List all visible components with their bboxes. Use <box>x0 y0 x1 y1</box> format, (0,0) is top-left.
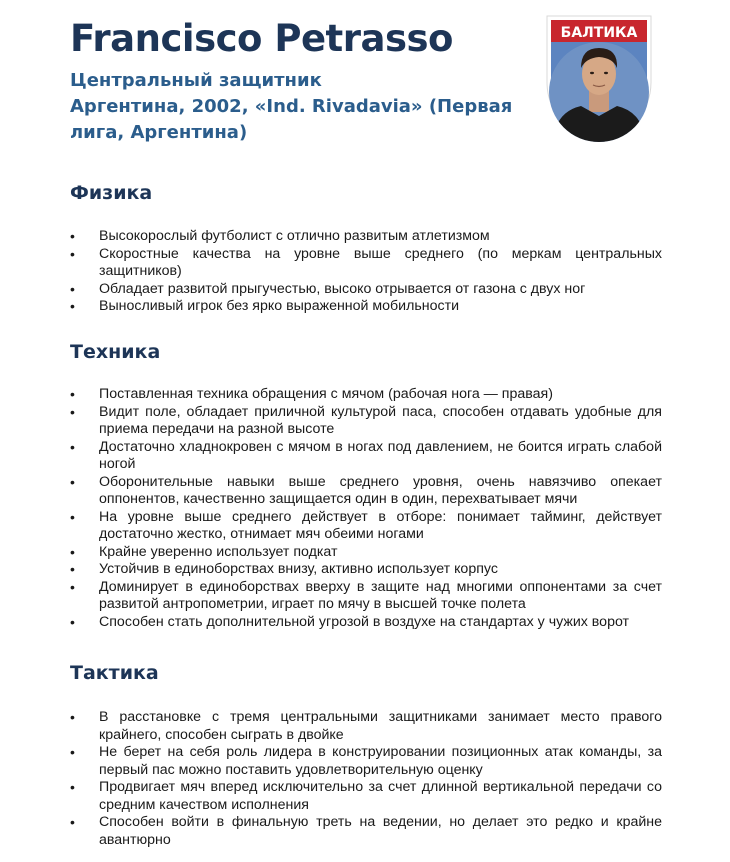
list-item: • Выносливый игрок без ярко выраженной мобильности <box>70 298 662 316</box>
list-item: • Достаточно хладнокровен с мячом в ногах под давлением, не боится играть слабой ногой <box>70 439 662 474</box>
badge-text: БАЛТИКА <box>560 25 638 41</box>
list-item: • Видит поле, обладает приличной культурой паса, способен отдавать удобные для приема передачи на разной высоте <box>70 404 662 439</box>
section-title-physics: Физика <box>70 182 153 204</box>
list-item: • Способен войти в финальную треть на ведении, но делает это редко и крайне авантюрно <box>70 814 662 849</box>
tactics-list <box>70 709 662 849</box>
list-item: • Высокорослый футболист с отлично развитым атлетизмом <box>70 228 662 246</box>
section-title-technique: Техника <box>70 341 161 363</box>
physics-list <box>70 228 662 316</box>
list-item: • Устойчив в единоборствах внизу, активно использует корпус <box>70 561 662 579</box>
player-name: Francisco Petrasso <box>70 17 453 60</box>
list-item: • Поставленная техника обращения с мячом (рабочая нога — правая) <box>70 386 662 404</box>
technique-list <box>70 386 662 631</box>
list-item: • Скоростные качества на уровне выше среднего (по меркам центральных защитников) <box>70 246 662 281</box>
report-header <box>70 16 540 146</box>
list-item: • На уровне выше среднего действует в отборе: понимает тайминг, действует достаточно жестко, отнимает мяч обеими ногами <box>70 509 662 544</box>
section-title-tactics: Тактика <box>70 662 159 684</box>
list-item: • Не берет на себя роль лидера в конструировании позиционных атак команды, за первый пас можно поставить удовлетворительную оценку <box>70 744 662 779</box>
list-item: • В расстановке с тремя центральными защитниками занимает место правого крайнего, способен сыграть в двойке <box>70 709 662 744</box>
club-badge-icon <box>541 12 657 142</box>
list-item: • Крайне уверенно использует подкат <box>70 544 662 562</box>
player-details: Аргентина, 2002, «Ind. Rivadavia» (Первая лига, Аргентина) <box>70 96 513 143</box>
list-item: • Доминирует в единоборствах вверху в защите над многими оппонентами за счет развитой антропометрии, играет по мячу в высшей точке полета <box>70 579 662 614</box>
list-item: • Обладает развитой прыгучестью, высоко отрывается от газона с двух ног <box>70 281 662 299</box>
list-item: • Способен стать дополнительной угрозой в воздухе на стандартах у чужих ворот <box>70 614 662 632</box>
list-item: • Продвигает мяч вперед исключительно за счет длинной вертикальной передачи со средним качеством исполнения <box>70 779 662 814</box>
player-position: Центральный защитник <box>70 70 322 91</box>
list-item: • Оборонительные навыки выше среднего уровня, очень навязчиво опекает оппонентов, качественно защищается один в один, перехватывает мячи <box>70 474 662 509</box>
player-avatar-icon <box>541 12 657 142</box>
